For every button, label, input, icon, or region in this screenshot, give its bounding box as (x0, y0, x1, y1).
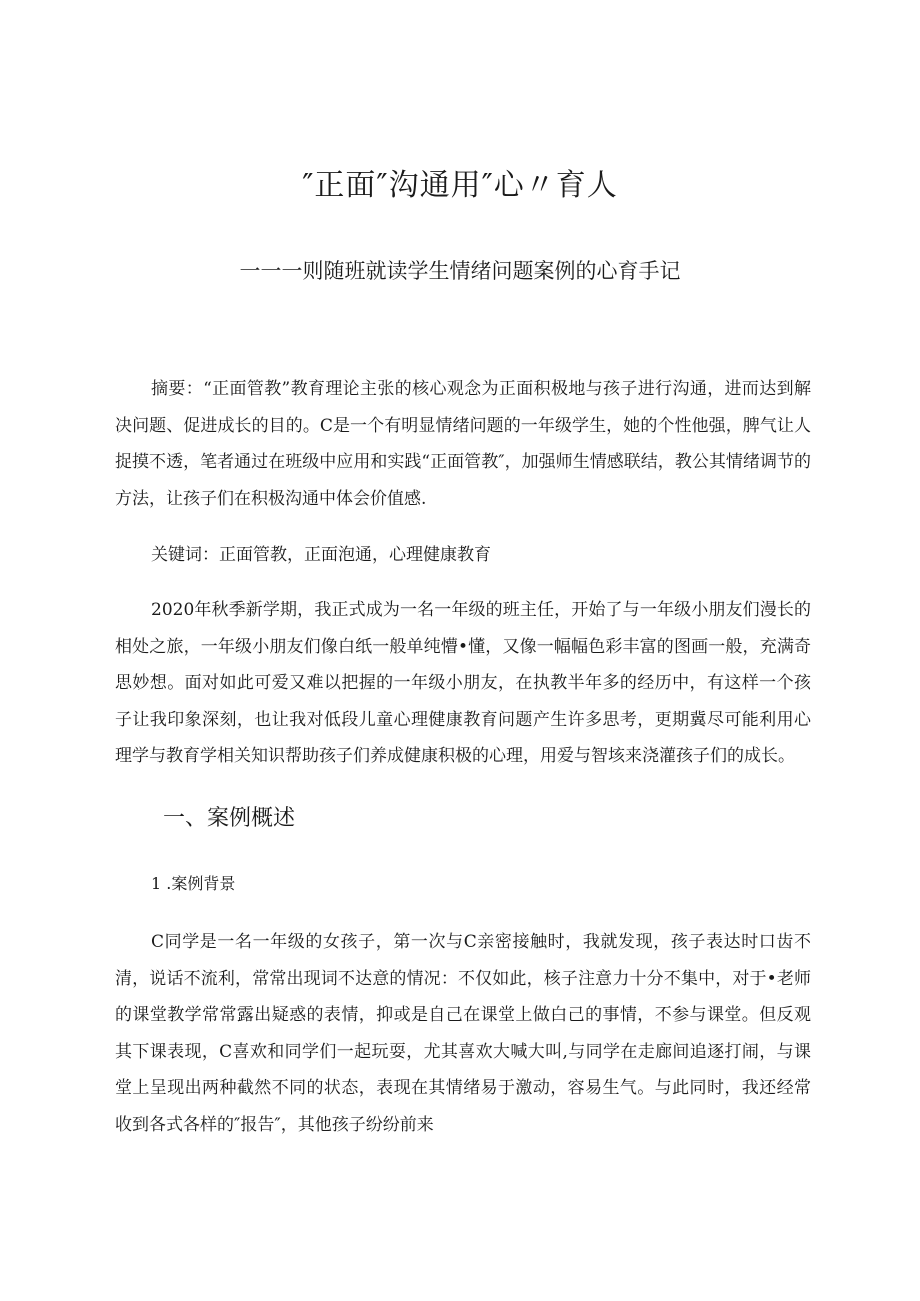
document-subtitle: 一一一则随班就读学生情绪问题案例的心育手记 (239, 259, 681, 283)
case-background-paragraph: C同学是一名一年级的女孩子，第一次与C亲密接触时，我就发现，孩子表达时口齿不清，说话不流利，常常出现词不达意的情况：不仅如此，核子注意力十分不集中，对于•老师的课堂教学常常露出疑惑的表情，抑或是自己在课堂上做白己的事情，不参与课堂。但反观其下课表现，C喜欢和同学们一起玩耍，尤其喜欢大喊大叫,与同学在走廊间追逐打闹，与课堂上呈现出两种截然不同的状态，表现在其情绪易于激动，容易生气。与此同时，我还经常收到各式各样的″报告″，其他孩子纷纷前来 (115, 932, 811, 1135)
document-title: ″正面″沟通用″心〃育人 (302, 168, 618, 203)
abstract-paragraph: 摘要：“正面管教”教育理论主张的核心观念为正面积极地与孩子进行沟通，进而达到解决问题、促进成长的目的。C是一个有明显情绪问题的一年级学生，她的个性他强，脾气让人捉摸不透，笔者通过在班级中应用和实践“正面管教″，加强师生情感联结，教公其情绪调节的方法，让孩子们在积极沟通中体会价值感. (115, 379, 811, 509)
keywords-line: 关键词：正面管教，正面泡通，心理健康教育 (151, 545, 491, 565)
section-heading: 一、案例概述 (163, 806, 296, 831)
intro-paragraph: 2020年秋季新学期，我正式成为一名一年级的班主任，开始了与一年级小朋友们漫长的相处之旅，一年级小朋友们像白纸一般单纯懵•懂，又像一幅幅色彩丰富的图画一般，充满奇思妙想。面对如此可爱又难以把握的一年级小朋友，在执教半年多的经历中，有这样一个孩子让我印象深刻，也让我对低段儿童心理健康教育问题产生许多思考，更期冀尽可能利用心理学与教育学相关知识帮助孩子们养成健康积极的心理，用爱与智垓来浇灌孩子们的成长。 (115, 600, 811, 766)
subsection-heading: 1 .案例背景 (151, 874, 236, 893)
